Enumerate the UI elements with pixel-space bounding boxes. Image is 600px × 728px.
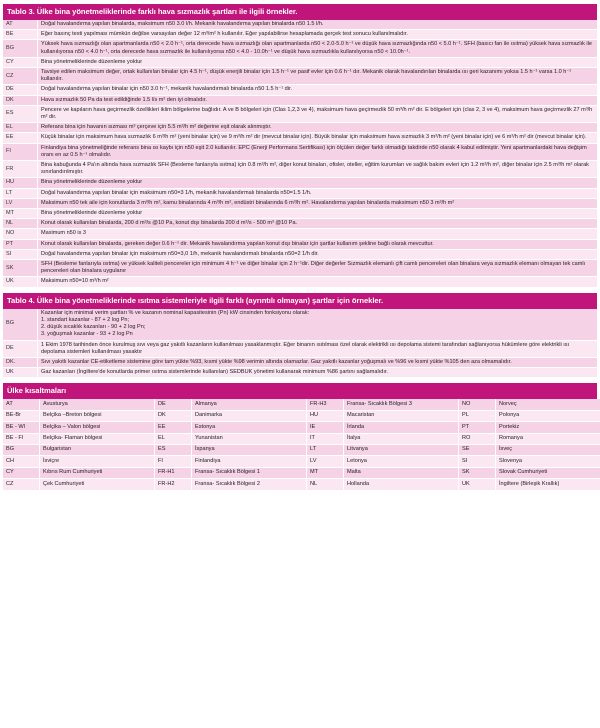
country-name: İngiltere (Birleşik Krallık) [496, 479, 600, 490]
requirement-line: 1. standart kazanlar - 87 + 2 log Pn; [41, 316, 130, 323]
country-code: ES [3, 105, 38, 122]
requirement-text: Finlandiya bina yönetmeliğinde referans bina ısı kaybı için n50 eşit 2.0 kullanılır. EPC (Enerji Performans Sertifikası) için ölçülen değer farklı olmadığı takdirde n50 olarak 4 kabul edilmiştir. Yeni apartmanlardaki hava değişim oranı en az 0.5 h⁻¹ olmalıdır. [38, 143, 598, 160]
table-row [3, 143, 597, 160]
requirement-text: Yüksek hava sızmazlığı olan apartmanlarda n50 < 2.0 h⁻¹, orta derecede hava sızmazlığı olan apartmanlarda n50 < 2.0-5.0 h⁻¹ ve düşük hava sızmazlığında n50 < 5.0 h⁻¹. SFH (basıcı fan ile ısıtma) yüksek hava sızmazlık ile kullanılıyorsa n50 < 4.0 h⁻¹, orta derecede hava sızmazlık ile kullanılıyorsa n50 < 4.0 - 10.0h⁻¹ ve düşük hava sızmazlıkla kullanılıyorsa n50 < 10.0h⁻¹. [38, 40, 598, 57]
table-row [3, 309, 597, 340]
country-code: CH [3, 456, 40, 467]
table-row [3, 260, 597, 277]
country-code: SK [3, 260, 38, 277]
table-row [3, 399, 600, 410]
country-name: İsveç [496, 444, 600, 455]
requirement-text: Doğal havalandırma yapılan binalar için n50 3.0 h⁻¹, mekanik havalandırmalı binalarda n50 1.5 h⁻¹ dir. [38, 85, 598, 95]
country-code: SK [459, 467, 496, 478]
country-code: AT [3, 399, 40, 410]
country-code: DE [3, 340, 38, 357]
country-code: BE-Br [3, 410, 40, 421]
table-row [3, 40, 597, 57]
requirement-text: Doğal havalandırma yapılan binalar için maksimum n50=3 1/h, mekanik havalandırmalı binalarda n50=1.5 1/h. [38, 188, 598, 198]
country-code: FR-H3 [307, 399, 344, 410]
country-code: DE [3, 85, 38, 95]
country-code: CY [3, 467, 40, 478]
country-name: Litvanya [344, 444, 459, 455]
requirement-text: Konut olarak kullanılan binalarda, 200 d m³/s @10 Pa, konut dışı binalarda 200 d m³/s - 500 m³ @10 Pa. [38, 219, 598, 229]
country-name: Slovenya [496, 456, 600, 467]
country-name: Yunanistan [192, 433, 307, 444]
country-code: HU [307, 410, 344, 421]
country-name: Fransa- Sıcaklık Bölgesi 2 [192, 479, 307, 490]
requirement-line: 2. düşük sıcaklık kazanları - 90 + 2 log Pn; [41, 324, 146, 331]
country-code: LV [307, 456, 344, 467]
requirement-line: Sıvı yakıtlı kazanlar CE-etiketleme sistemine göre tam yükte %93, kısmi yükte %98 verimin altında olamazlar. Gaz yakıtlı kazanlar yoğuşmalı ve %96 ve kısmi yükte %105 den aza olmamalıdır. [41, 358, 512, 365]
country-name: Belçika – Valon bölgesi [40, 422, 155, 433]
table-row [3, 277, 597, 287]
country-code: FR-H1 [155, 467, 192, 478]
country-code: DK [155, 410, 192, 421]
table-row [3, 340, 597, 357]
country-name: Macaristan [344, 410, 459, 421]
country-code: ES [155, 444, 192, 455]
country-name: Norveç [496, 399, 600, 410]
table-row [3, 20, 597, 30]
table-row [3, 479, 600, 490]
table-row [3, 209, 597, 219]
table-row [3, 68, 597, 85]
country-name: İtalya [344, 433, 459, 444]
requirement-text: Maksimum n50=10 m³/h m² [38, 277, 598, 287]
country-code: NO [3, 229, 38, 239]
table-row [3, 30, 597, 40]
countries-table [3, 399, 600, 490]
country-code: FI [3, 143, 38, 160]
country-code: DK [3, 95, 38, 105]
table-row [3, 105, 597, 122]
requirement-line: 3. yoğuşmalı kazanlar - 93 + 2 log Pn [41, 331, 133, 338]
table-row [3, 410, 600, 421]
country-name: Slovak Cumhuriyeti [496, 467, 600, 478]
requirement-text [38, 309, 598, 340]
table4-title: Tablo 4. Ülke bina yönetmeliklerinde ısıtma sistemleriyle ilgili farklı (ayrıntılı olmayan) şartlar için örnekler. [3, 293, 597, 309]
table-row [3, 433, 600, 444]
requirement-line: 1 Ekim 1978 tarihinden önce kurulmuş sıvı veya gaz yakıtlı kazanların kullanılması yasaklanmıştır. Eğer binanın ısıtılması özel olarak elektrikli ısı depolama sistemi tarafından sağlanıyorsa hükümlere göre elektrikli ısı depolama sistemleri kullanılması yasaktır [41, 341, 570, 355]
country-code: BE - Wl [3, 422, 40, 433]
country-code: UK [3, 368, 38, 378]
country-name: Fransa- Sıcaklık Bölgesi 3 [344, 399, 459, 410]
country-code: SI [459, 456, 496, 467]
country-code: DE [155, 399, 192, 410]
country-name: Belçika- Flaman bölgesi [40, 433, 155, 444]
requirement-text: Doğal havalandırma yapılan binalar için maksimum n50=3,0 1/h, mekanik havalandırmalı binalarda n50=2 1/h dir. [38, 249, 598, 259]
country-code: HU [3, 178, 38, 188]
requirement-text [38, 357, 598, 367]
country-name: İspanya [192, 444, 307, 455]
countries-title: Ülke kısaltmaları [3, 383, 597, 399]
table-row [3, 178, 597, 188]
table-row [3, 229, 597, 239]
country-code: LV [3, 198, 38, 208]
table-row [3, 161, 597, 178]
requirement-line: Gaz kazanları (İngiltere'de konutlarda primer ısıtma sistemlerinde kullanılan) SEDBUK yönetimi kullanarak minimum %86 şartını sağlamalıdır. [41, 369, 388, 376]
requirement-text: Bina yönetmeliklerinde düzenleme yoktur [38, 57, 598, 67]
table-row [3, 123, 597, 133]
country-code: NO [459, 399, 496, 410]
country-code: FR [3, 161, 38, 178]
country-code: SE [459, 444, 496, 455]
country-name: Çek Cumhuriyeti [40, 479, 155, 490]
table-row [3, 467, 600, 478]
requirement-text [38, 340, 598, 357]
country-code: MT [3, 209, 38, 219]
country-code: BE - Fl [3, 433, 40, 444]
country-code: LT [307, 444, 344, 455]
country-code: MT [307, 467, 344, 478]
table-row [3, 219, 597, 229]
country-code: PT [459, 422, 496, 433]
country-name: İsviçre [40, 456, 155, 467]
country-name: Bulgaristan [40, 444, 155, 455]
country-code: NL [307, 479, 344, 490]
country-name: Kıbrıs Rum Cumhuriyeti [40, 467, 155, 478]
country-code: UK [3, 277, 38, 287]
country-code: BG [3, 444, 40, 455]
country-name: Romanya [496, 433, 600, 444]
requirement-text: Maksimum n50 tek aile için konutlarda 3 m³/h m², kamu binalarında 4 m³/h m², endüstri binalarında 6 m³/h m². Havalandırma yapılan binalarda maksimum n50 3 m³/h m² [38, 198, 598, 208]
country-code: PL [459, 410, 496, 421]
country-code: IE [307, 422, 344, 433]
table-row [3, 57, 597, 67]
country-name: Fransa- Sıcaklık Bölgesi 1 [192, 467, 307, 478]
table-row [3, 444, 600, 455]
country-code: EL [3, 123, 38, 133]
requirement-text: Eğer basınç testi yapılması mümkün değilse varsayılan değer 12 m³/m² h kullanılır. Eğer yapılabilirse hesaplamada gerçek test sonucu kullanılmalıdır. [38, 30, 598, 40]
requirement-text: SFH (Besleme fanlarıyla ısıtma) ve yüksek kaliteli pencereler için minimum 4 h⁻¹ ve diğer binalar için 2 h⁻¹dir. Diğer değerler Sızmazlık elemanlı çift camlı pencereleri olan binalara veya sızmazlık elemanı olmayan tek camlı pencereleri olan binalara uygulanır [38, 260, 598, 277]
requirement-text: Referans bina için havanın sızması m³ çerçeve için 5.5 m³/h m² değerine eşit olarak alınmıştır. [38, 123, 598, 133]
country-code: CZ [3, 479, 40, 490]
country-name: Portekiz [496, 422, 600, 433]
table-row [3, 249, 597, 259]
table-row [3, 85, 597, 95]
requirement-text: Konut olarak kullanılan binalarda, gereken değer 0.6 h⁻¹ dir. Mekanik havalandırma yapılan konut dışı binalar için şartlar kullanım şekline bağlı olarak mevcuttur. [38, 239, 598, 249]
requirement-text: Küçük binalar için maksimum hava sızmazlık 6 m³/h m² (yeni binalar için) ve 9 m³/h m² dir (mevcut binalar için). Büyük binalar için maksimum hava sızmazlık 3 m³/h m² (yeni binalar için) ve 6 m³/h m² dir (mevcut binalar için). [38, 133, 598, 143]
country-code: BG [3, 309, 38, 340]
requirement-line: Kazanlar için minimal verim şartları % ve kazanın nominal kapasitesinin (Pn) kW cinsinden fonksiyonu olarak: [41, 309, 310, 316]
country-code: LT [3, 188, 38, 198]
table-row [3, 188, 597, 198]
table3-title: Tablo 3. Ülke bina yönetmeliklerinde farklı hava sızmazlık şartları ile ilgili örnekler. [3, 4, 597, 20]
country-name: Letonya [344, 456, 459, 467]
country-name: Polonya [496, 410, 600, 421]
requirement-text: Bina kabuğunda 4 Pa'ın altında hava sızmazlık SFH (Besleme fanlarıyla ısıtma) için 0.8 m³/h m², diğer konut binaları, ofisler, oteller, eğitim kurumları ve sağlık bakım evleri için 1.2 m³/h m², diğer binalar için 2.5 m³/h m² olarak sınırlandırılmıştır. [38, 161, 598, 178]
requirement-text: Maximum n50 is 3 [38, 229, 598, 239]
country-code: EL [155, 433, 192, 444]
table-row [3, 368, 597, 378]
table-row [3, 95, 597, 105]
table-row [3, 239, 597, 249]
country-code: DK. [3, 357, 38, 367]
requirement-text: Doğal havalandırma yapılan binalarda, maksimum n50 3.0 l/h. Mekanik havalandırma yapılan binalarda n50 1.5 l/h. [38, 20, 598, 30]
requirement-text: Bina yönetmeliklerinde düzenleme yoktur [38, 209, 598, 219]
country-name: Hollanda [344, 479, 459, 490]
table-row [3, 422, 600, 433]
country-code: UK [459, 479, 496, 490]
country-name: Almanya [192, 399, 307, 410]
country-code: BG [3, 40, 38, 57]
requirement-text: Pencere ve kapıların hava geçirmezlik özellikleri iklim bölgelerine bağlıdır. A ve B bölgeleri için (Clas 1,2,3 ve 4), maksimum hava geçirmezlik 50 m³/h m² dir. E bölgeleri için (clas 2, 3 ve 4), maksimum hava geçirmezlik 27 m³/h m² dir. [38, 105, 598, 122]
country-code: AT [3, 20, 38, 30]
country-name: Malta [344, 467, 459, 478]
table-row [3, 357, 597, 367]
country-code: CY [3, 57, 38, 67]
country-name: Estonya [192, 422, 307, 433]
country-code: FR-H2 [155, 479, 192, 490]
country-code: FI [155, 456, 192, 467]
country-code: NL [3, 219, 38, 229]
country-code: EE [3, 133, 38, 143]
country-code: IT [307, 433, 344, 444]
requirement-text: Bina yönetmeliklerinde düzenleme yoktur [38, 178, 598, 188]
requirement-text: Hava sızmazlık 50 Pa da test edildiğinde 1.5 l/s m² den iyi olmalıdır. [38, 95, 598, 105]
country-code: EE [155, 422, 192, 433]
table-row [3, 133, 597, 143]
country-code: CZ [3, 68, 38, 85]
country-name: Belçika –Breton bölgesi [40, 410, 155, 421]
country-name: Danimarka [192, 410, 307, 421]
table3 [3, 20, 597, 288]
country-code: BE [3, 30, 38, 40]
country-code: RO [459, 433, 496, 444]
table-row [3, 456, 600, 467]
country-code: PT [3, 239, 38, 249]
country-name: İrlanda [344, 422, 459, 433]
country-code: SI [3, 249, 38, 259]
country-name: Finlandiya [192, 456, 307, 467]
table-row [3, 198, 597, 208]
country-name: Avusturya [40, 399, 155, 410]
table4 [3, 309, 597, 379]
requirement-text: Tavsiye edilen maksimum değer, ortak kullanılan binalar için 4.5 h⁻¹, düşük enerjili binalar için 1.5 h⁻¹ ve pasif evler için 0.6 h⁻¹ dır. Mekanik olarak havalandırılan binalarda ısı geri kazanımı yoksa 1.5 h⁻¹ varsa 1.0 h⁻¹ kullanılır. [38, 68, 598, 85]
requirement-text [38, 368, 598, 378]
